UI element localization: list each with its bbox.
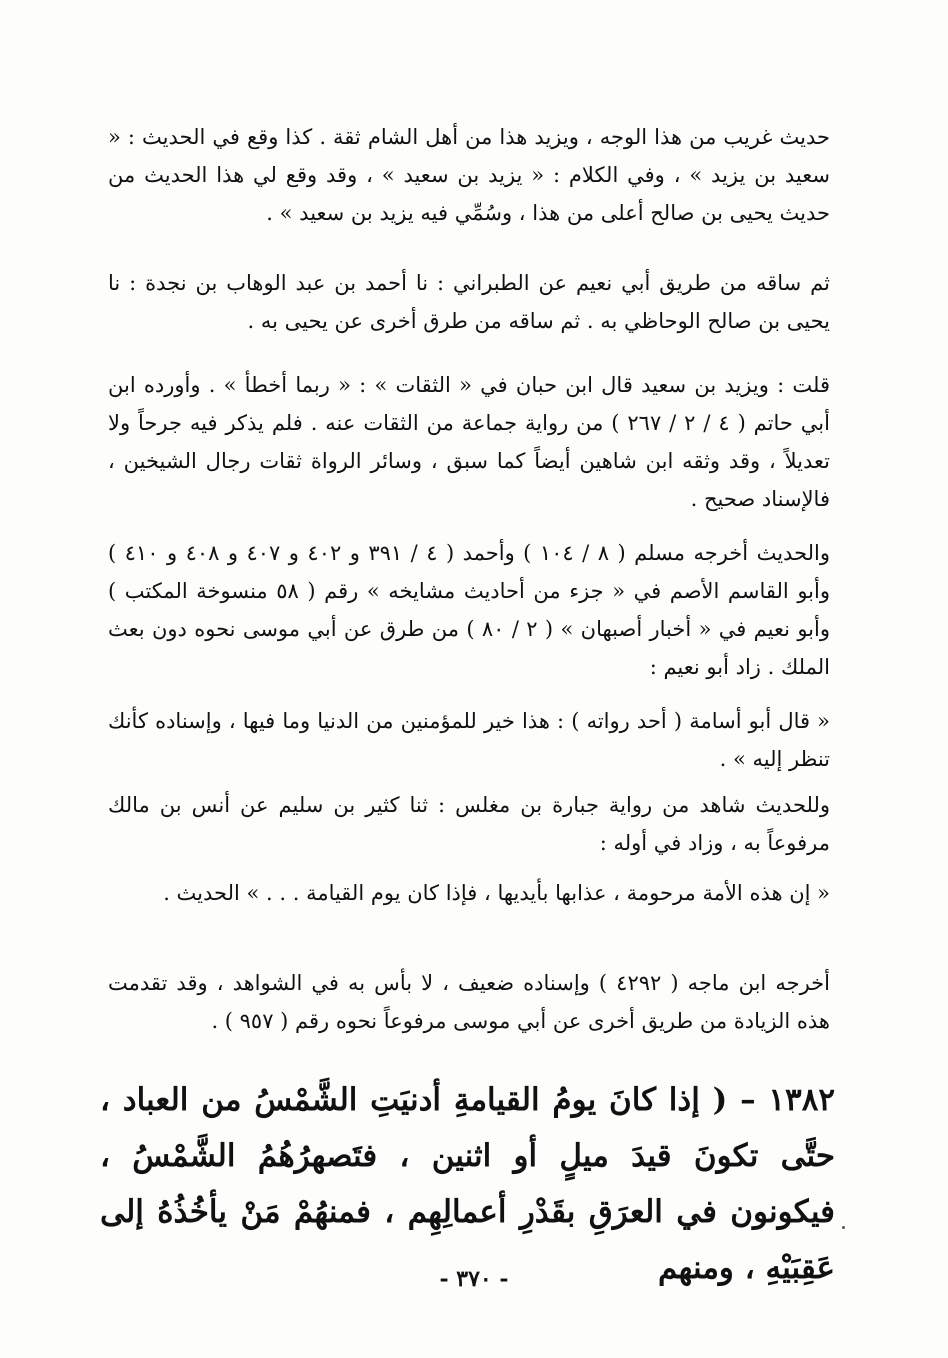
paragraph-text: « قال أبو أسامة ( أحد رواته ) : هذا خير للمؤمنين من الدنيا وما فيها ، وإسناده كأنك تنظر إليه » . xyxy=(108,709,830,771)
hadith-entry xyxy=(100,1072,835,1296)
paragraph-text: ثم ساقه من طريق أبي نعيم عن الطبراني : نا أحمد بن عبد الوهاب بن نجدة : نا يحيى بن صالح الوحاظي به . ثم ساقه من طرق أخرى عن يحيى به . xyxy=(108,271,830,333)
paragraph-text: « إن هذه الأمة مرحومة ، عذابها بأيديها ، فإذا كان يوم القيامة . . . » الحديث . xyxy=(163,881,830,905)
commentary-paragraph-1 xyxy=(108,118,830,232)
commentary-paragraph-4 xyxy=(108,534,830,686)
quoted-witness xyxy=(108,874,830,912)
commentary-paragraph-2 xyxy=(108,264,830,340)
paragraph-text: أخرجه ابن ماجه ( ٤٢٩٢ ) وإسناده ضعيف ، لا بأس به في الشواهد ، وقد تقدمت هذه الزيادة من طريق أخرى عن أبي موسى مرفوعاً نحوه رقم ( ٩٥٧ ) . xyxy=(108,971,830,1033)
commentary-paragraph-3 xyxy=(108,366,830,518)
quoted-addition xyxy=(108,702,830,778)
commentary-paragraph-6 xyxy=(108,964,830,1040)
hadith-number: ١٣٨٢ xyxy=(768,1082,836,1118)
scan-speck xyxy=(842,1226,845,1229)
page-number: - ٣٧٠ - xyxy=(439,1266,509,1292)
commentary-paragraph-5 xyxy=(108,786,830,862)
paragraph-text: والحديث أخرجه مسلم ( ٨ / ١٠٤ ) وأحمد ( ٤ / ٣٩١ و ٤٠٢ و ٤٠٧ و ٤٠٨ و ٤١٠ ) وأبو القاسم الأصم في « جزء من أحاديث مشايخه » رقم ( ٥٨ منسوخة المكتب ) وأبو نعيم في « أخبار أصبهان » ( ٢ / ٨٠ ) من طرق عن أبي موسى نحوه دون بعث الملك . زاد أبو نعيم : xyxy=(108,541,830,679)
hadith-text: – ( إذا كانَ يومُ القيامةِ أدنيَتِ الشَّمْسُ من العباد ، حتَّى تكونَ قيدَ ميلٍ أو اثنين ، فتَصهرُهُمُ الشَّمْسُ ، فيكونون في العرَقِ بقَدْرِ أعمالِهِم ، فمنهُمْ مَنْ يأخُذُهُ إلى عَقِبَيْهِ ، ومنهم xyxy=(100,1082,835,1286)
paragraph-text: وللحديث شاهد من رواية جبارة بن مغلس : ثنا كثير بن سليم عن أنس بن مالك مرفوعاً به ، وزاد في أوله : xyxy=(108,793,830,855)
paragraph-text: قلت : ويزيد بن سعيد قال ابن حبان في « الثقات » : « ربما أخطأ » . وأورده ابن أبي حاتم ( ٤ / ٢ / ٢٦٧ ) من رواية جماعة من الثقات عنه . فلم يذكر فيه جرحاً ولا تعديلاً ، وقد وثقه ابن شاهين أيضاً كما سبق ، وسائر الرواة ثقات رجال الشيخين ، فالإسناد صحيح . xyxy=(108,373,830,511)
paragraph-text: حديث غريب من هذا الوجه ، ويزيد هذا من أهل الشام ثقة . كذا وقع في الحديث : « سعيد بن يزيد » ، وفي الكلام : « يزيد بن سعيد » ، وقد وقع لي هذا الحديث من حديث يحيى بن صالح أعلى من هذا ، وسُمِّي فيه يزيد بن سعيد » . xyxy=(108,125,830,225)
